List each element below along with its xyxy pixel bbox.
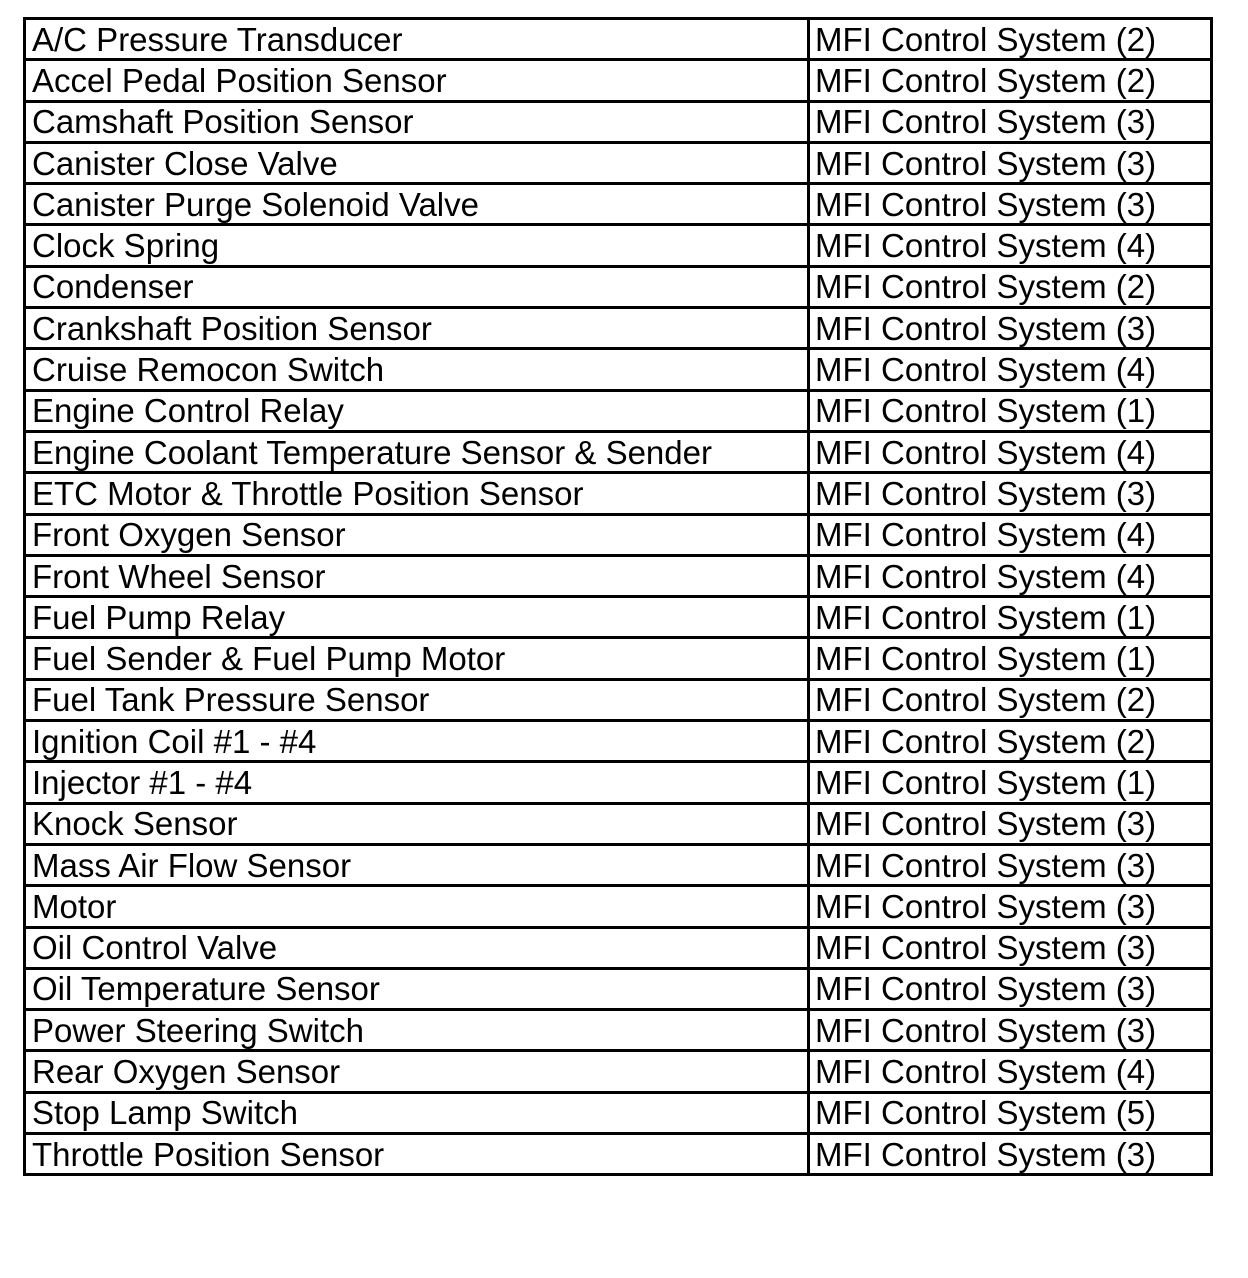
location-cell: MFI Control System (4) [809,555,1212,596]
location-cell: MFI Control System (5) [809,1092,1212,1133]
location-cell: MFI Control System (4) [809,514,1212,555]
component-cell: Throttle Position Sensor [25,1134,809,1175]
table-row [25,514,1212,555]
table-row [25,60,1212,101]
component-cell: Oil Temperature Sensor [25,968,809,1009]
table-row [25,184,1212,225]
location-cell: MFI Control System (1) [809,762,1212,803]
location-cell: MFI Control System (1) [809,597,1212,638]
table-row [25,308,1212,349]
table-row [25,19,1212,60]
component-cell: ETC Motor & Throttle Position Sensor [25,473,809,514]
location-cell: MFI Control System (4) [809,1051,1212,1092]
component-cell: Knock Sensor [25,803,809,844]
location-cell: MFI Control System (4) [809,431,1212,472]
table-row [25,1134,1212,1175]
component-cell: Condenser [25,266,809,307]
location-cell: MFI Control System (2) [809,266,1212,307]
location-cell: MFI Control System (3) [809,968,1212,1009]
table-row [25,679,1212,720]
table-row [25,390,1212,431]
location-cell: MFI Control System (3) [809,1134,1212,1175]
component-cell: Oil Control Valve [25,927,809,968]
component-cell: Clock Spring [25,225,809,266]
component-cell: Engine Control Relay [25,390,809,431]
component-cell: Fuel Pump Relay [25,597,809,638]
table-row [25,762,1212,803]
component-cell: Camshaft Position Sensor [25,101,809,142]
component-cell: Power Steering Switch [25,1010,809,1051]
table-row [25,142,1212,183]
table-row [25,266,1212,307]
table-row [25,555,1212,596]
location-cell: MFI Control System (3) [809,927,1212,968]
location-cell: MFI Control System (3) [809,473,1212,514]
table-row [25,1092,1212,1133]
component-cell: Canister Close Valve [25,142,809,183]
table-row [25,473,1212,514]
table-row [25,225,1212,266]
component-cell: Front Oxygen Sensor [25,514,809,555]
location-cell: MFI Control System (1) [809,638,1212,679]
table-row [25,844,1212,885]
location-cell: MFI Control System (3) [809,1010,1212,1051]
location-cell: MFI Control System (3) [809,886,1212,927]
component-cell: Injector #1 - #4 [25,762,809,803]
table-body [25,19,1212,1175]
location-cell: MFI Control System (2) [809,679,1212,720]
component-cell: Accel Pedal Position Sensor [25,60,809,101]
table-row [25,431,1212,472]
component-cell: Fuel Tank Pressure Sensor [25,679,809,720]
location-cell: MFI Control System (4) [809,225,1212,266]
location-cell: MFI Control System (1) [809,390,1212,431]
component-cell: Mass Air Flow Sensor [25,844,809,885]
location-cell: MFI Control System (3) [809,101,1212,142]
location-cell: MFI Control System (3) [809,844,1212,885]
table-row [25,638,1212,679]
table-row [25,886,1212,927]
location-cell: MFI Control System (2) [809,721,1212,762]
component-cell: Crankshaft Position Sensor [25,308,809,349]
table-row [25,1010,1212,1051]
location-cell: MFI Control System (3) [809,803,1212,844]
table-row [25,927,1212,968]
component-cell: Canister Purge Solenoid Valve [25,184,809,225]
location-cell: MFI Control System (3) [809,184,1212,225]
table-row [25,968,1212,1009]
location-cell: MFI Control System (2) [809,19,1212,60]
table-row [25,349,1212,390]
table-row [25,1051,1212,1092]
table-row [25,597,1212,638]
table-row [25,803,1212,844]
component-location-table [23,17,1213,1176]
component-cell: Fuel Sender & Fuel Pump Motor [25,638,809,679]
location-cell: MFI Control System (4) [809,349,1212,390]
location-cell: MFI Control System (3) [809,142,1212,183]
table-row [25,721,1212,762]
location-cell: MFI Control System (3) [809,308,1212,349]
component-cell: Motor [25,886,809,927]
component-cell: Stop Lamp Switch [25,1092,809,1133]
component-cell: A/C Pressure Transducer [25,19,809,60]
component-cell: Ignition Coil #1 - #4 [25,721,809,762]
location-cell: MFI Control System (2) [809,60,1212,101]
component-cell: Rear Oxygen Sensor [25,1051,809,1092]
table-row [25,101,1212,142]
component-cell: Engine Coolant Temperature Sensor & Sender [25,431,809,472]
component-cell: Cruise Remocon Switch [25,349,809,390]
component-cell: Front Wheel Sensor [25,555,809,596]
